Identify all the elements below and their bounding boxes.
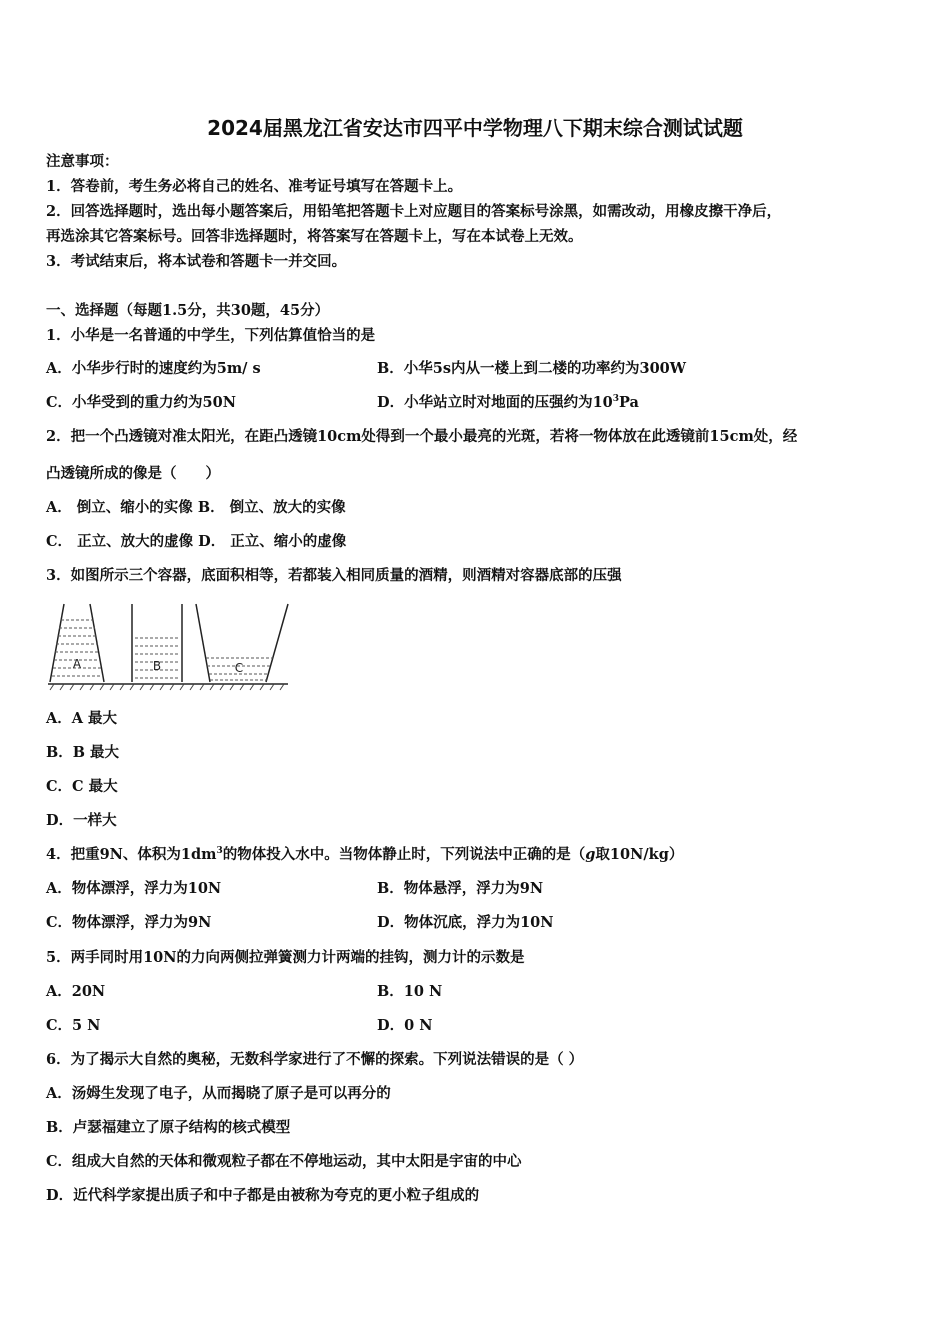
question-6-stem: 6．为了揭示大自然的奥秘，无数科学家进行了不懈的探索。下列说法错误的是（ ）	[46, 1051, 584, 1068]
container-b	[132, 604, 182, 682]
q6-option-c: C．组成大自然的天体和微观粒子都在不停地运动，其中太阳是宇宙的中心	[46, 1153, 522, 1170]
q4-option-a: A．物体漂浮，浮力为10N	[46, 880, 222, 897]
notice-item: 3．考试结束后，将本试卷和答题卡一并交回。	[46, 253, 347, 270]
q3-option-a: A．A 最大	[46, 710, 118, 727]
notice-item: 1．答卷前，考生务必将自己的姓名、准考证号填写在答题卡上。	[46, 178, 463, 195]
question-5-stem: 5．两手同时用10N的力向两侧拉弹簧测力计两端的挂钩，测力计的示数是	[46, 949, 525, 966]
question-1-stem: 1．小华是一名普通的中学生，下列估算值恰当的是	[46, 327, 376, 344]
q2-options-ab: A． 倒立、缩小的实像 B． 倒立、放大的实像	[46, 499, 346, 516]
page-title: 2024届黑龙江省安达市四平中学物理八下期末综合测试试题	[207, 116, 743, 140]
q3-option-c: C．C 最大	[46, 778, 118, 795]
q4-option-d: D．物体沉底，浮力为10N	[377, 914, 554, 931]
q5-option-d: D．0 N	[377, 1017, 433, 1034]
container-a	[50, 604, 104, 682]
q5-option-a: A．20N	[46, 983, 106, 1000]
svg-text:B: B	[152, 659, 162, 673]
q4-option-b: B．物体悬浮，浮力为9N	[377, 880, 544, 897]
containers-figure	[44, 600, 294, 696]
q5-option-b: B．10 N	[377, 983, 443, 1000]
q6-option-d: D．近代科学家提出质子和中子都是由被称为夸克的更小粒子组成的	[46, 1187, 480, 1204]
question-2-stem: 2．把一个凸透镜对准太阳光，在距凸透镜10cm处得到一个最小最亮的光斑，若将一物体放在此透镜前15cm处，经	[46, 428, 798, 445]
q6-option-a: A．汤姆生发现了电子，从而揭晓了原子是可以再分的	[46, 1085, 391, 1102]
notice-item: 再选涂其它答案标号。回答非选择题时，将答案写在答题卡上，写在本试卷上无效。	[46, 228, 583, 245]
q1-option-d: D．小华站立时对地面的压强约为$10^3Pa$	[377, 394, 639, 411]
q1-option-c: C．小华受到的重力约为50N	[46, 394, 236, 411]
q2-options-cd: C． 正立、放大的虚像 D． 正立、缩小的虚像	[46, 533, 347, 550]
question-2-stem-cont: 凸透镜所成的像是（ ）	[46, 465, 220, 482]
notice-heading: 注意事项：	[46, 153, 119, 170]
notice-item: 2．回答选择题时，选出每小题答案后，用铅笔把答题卡上对应题目的答案标号涂黑，如需改动，用橡皮擦干净后，	[46, 203, 782, 220]
svg-text:C: C	[234, 661, 244, 675]
q1-option-a: A．小华步行时的速度约为5m/ s	[46, 360, 261, 377]
question-4-stem: 4．把重9N、体积为$1dm^3$的物体投入水中。当物体静止时，下列说法中正确的是（g取10N/kg）	[46, 846, 684, 863]
q1-option-b: B．小华5s内从一楼上到二楼的功率约为300W	[377, 360, 687, 377]
question-3-stem: 3．如图所示三个容器，底面积相等，若都装入相同质量的酒精，则酒精对容器底部的压强	[46, 567, 622, 584]
q3-option-b: B．B 最大	[46, 744, 120, 761]
q4-option-c: C．物体漂浮，浮力为9N	[46, 914, 212, 931]
container-c	[196, 604, 288, 682]
section-heading: 一、选择题（每题1.5分，共30题，45分）	[46, 302, 330, 319]
svg-text:A: A	[72, 657, 82, 671]
q3-option-d: D．一样大	[46, 812, 117, 829]
q5-option-c: C．5 N	[46, 1017, 101, 1034]
q6-option-b: B．卢瑟福建立了原子结构的核式模型	[46, 1119, 291, 1136]
